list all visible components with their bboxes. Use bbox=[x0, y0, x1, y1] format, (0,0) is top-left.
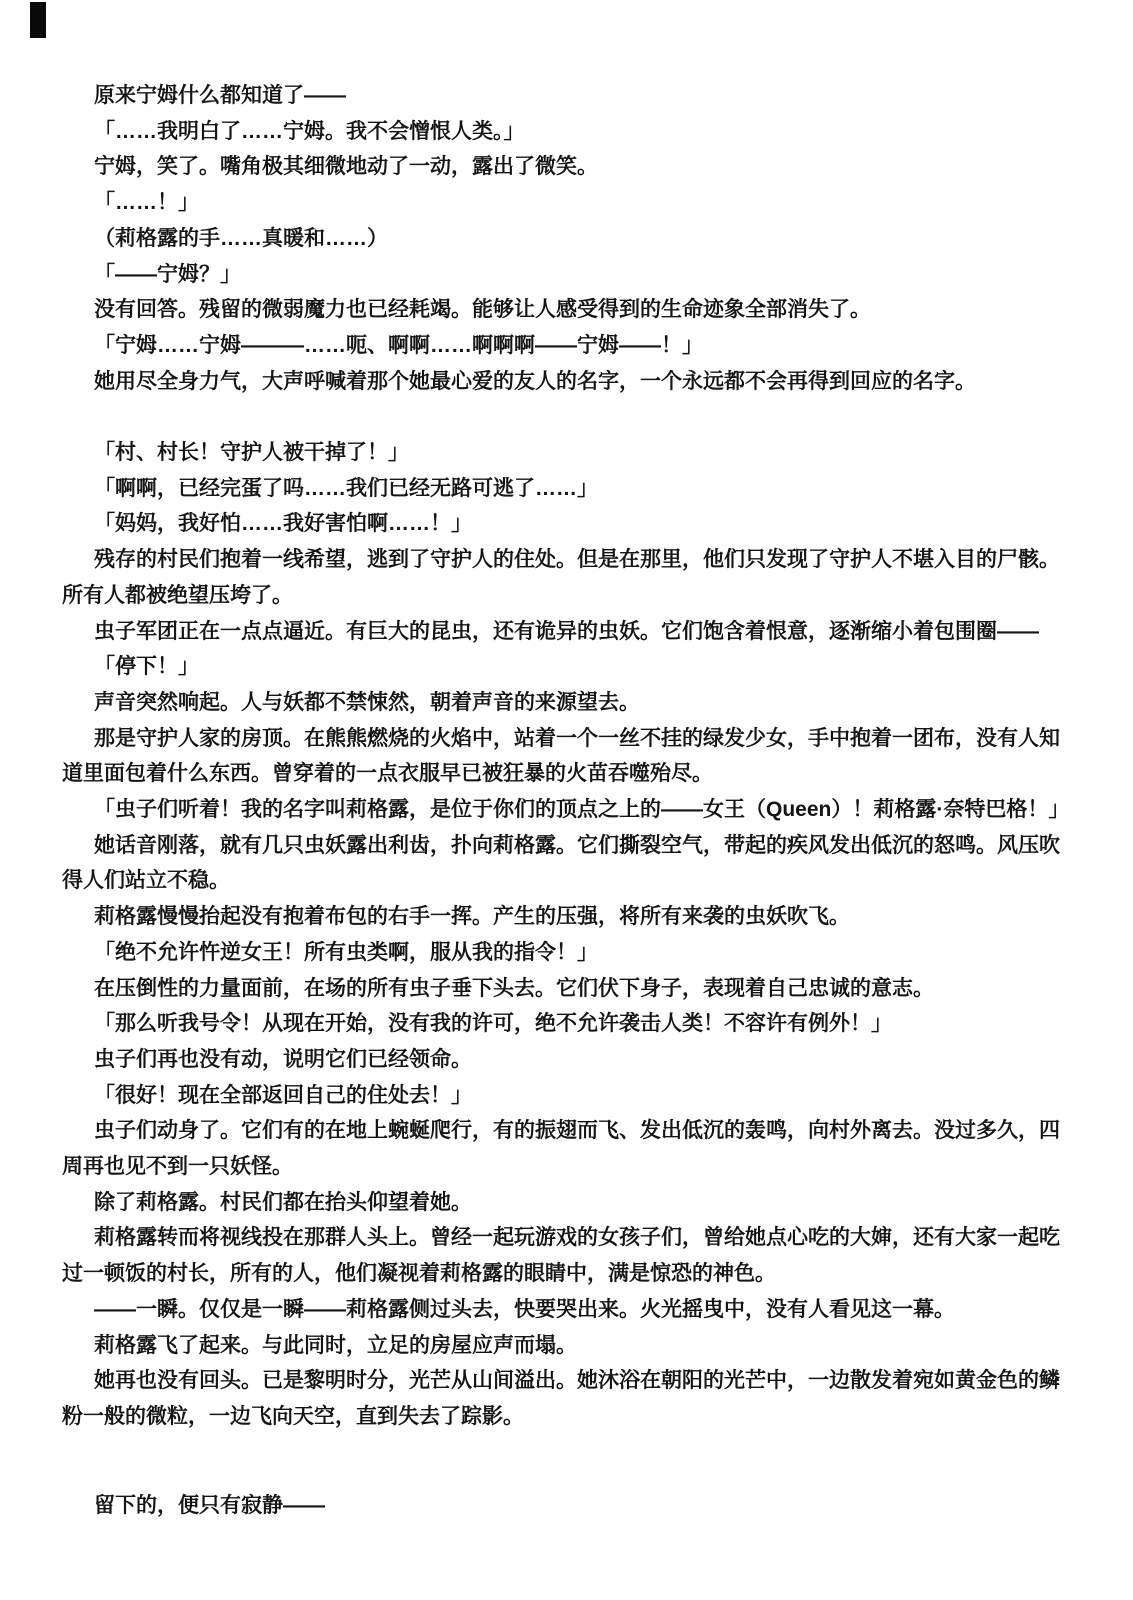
paragraph-narration: 莉格露慢慢抬起没有抱着布包的右手一挥。产生的压强，将所有来袭的虫妖吹飞。 bbox=[94, 905, 850, 929]
paragraph-narration: 那是守护人家的房顶。在熊熊燃烧的火焰中，站着一个一丝不挂的绿发少女，手中抱着一团布，没有人知道里面包着什么东西。曾穿着的一点衣服早已被狂暴的火苗吞噬殆尽。 bbox=[62, 726, 1060, 786]
paragraph-narration: 在压倒性的力量面前，在场的所有虫子垂下头去。它们伏下身子，表现着自己忠诚的意志。 bbox=[94, 976, 934, 1000]
paragraph-dialogue: 「虫子们听着！我的名字叫莉格露，是位于你们的顶点之上的——女王（Queen）！莉格露·奈特巴格！」 bbox=[94, 798, 1070, 822]
paragraph-dialogue: 「绝不允许忤逆女王！所有虫类啊，服从我的指令！」 bbox=[94, 940, 598, 964]
paragraph-dialogue: 「停下！」 bbox=[94, 655, 199, 679]
scene-break bbox=[62, 1435, 1074, 1488]
paragraph-narration: 莉格露飞了起来。与此同时，立足的房屋应声而塌。 bbox=[94, 1333, 577, 1357]
paragraph-narration: 原来宁姆什么都知道了—— bbox=[94, 84, 346, 107]
paragraph-dialogue: 「很好！现在全部返回自己的住处去！」 bbox=[94, 1083, 472, 1107]
paragraph-dialogue: 「那么听我号令！从现在开始，没有我的许可，绝不允许袭击人类！不容许有例外！」 bbox=[94, 1012, 892, 1036]
paragraph-narration: 她用尽全身力气，大声呼喊着那个她最心爱的友人的名字，一个永远都不会再得到回应的名字。 bbox=[94, 369, 976, 393]
paragraph-thought: （莉格露的手……真暖和……） bbox=[94, 226, 388, 250]
paragraph-narration: 没有回答。残留的微弱魔力也已经耗竭。能够让人感受得到的生命迹象全部消失了。 bbox=[94, 298, 871, 322]
paragraph-narration: 莉格露转而将视线投在那群人头上。曾经一起玩游戏的女孩子们，曾给她点心吃的大婶，还有大家一起吃过一顿饭的村长，所有的人，他们凝视着莉格露的眼睛中，满是惊恐的神色。 bbox=[62, 1226, 1060, 1286]
paragraph-narration: 宁姆，笑了。嘴角极其细微地动了一动，露出了微笑。 bbox=[94, 155, 598, 179]
paragraph-narration: 声音突然响起。人与妖都不禁悚然，朝着声音的来源望去。 bbox=[94, 690, 640, 714]
paragraph-dialogue: 「宁姆……宁姆———……呃、啊啊……啊啊啊——宁姆——！」 bbox=[94, 333, 703, 357]
paragraph-dialogue: 「妈妈，我好怕……我好害怕啊……！」 bbox=[94, 512, 472, 536]
paragraph-dialogue: 「——宁姆？」 bbox=[94, 262, 241, 286]
paragraph-closing: 留下的，便只有寂静—— bbox=[94, 1493, 325, 1517]
paragraph-narration: 除了莉格露。村民们都在抬头仰望着她。 bbox=[94, 1190, 472, 1214]
scene-break bbox=[62, 399, 1074, 435]
paragraph-dialogue: 「村、村长！守护人被干掉了！」 bbox=[94, 441, 409, 465]
paragraph-narration: 她话音刚落，就有几只虫妖露出利齿，扑向莉格露。它们撕裂空气，带起的疾风发出低沉的怒鸣。风压吹得人们站立不稳。 bbox=[62, 833, 1060, 893]
page-text bbox=[62, 78, 1074, 1523]
paragraph-narration: 残存的村民们抱着一线希望，逃到了守护人的住处。但是在那里，他们只发现了守护人不堪入目的尸骸。所有人都被绝望压垮了。 bbox=[62, 548, 1060, 607]
paragraph-dialogue: 「……我明白了……宁姆。我不会憎恨人类。」 bbox=[94, 119, 525, 143]
paragraph-dialogue: 「……！」 bbox=[94, 191, 199, 215]
scan-artifact-mark bbox=[30, 2, 46, 38]
paragraph-narration: 虫子们动身了。它们有的在地上蜿蜒爬行，有的振翅而飞、发出低沉的轰鸣，向村外离去。没过多久，四周再也见不到一只妖怪。 bbox=[62, 1119, 1060, 1179]
paragraph-dialogue: 「啊啊，已经完蛋了吗……我们已经无路可逃了……」 bbox=[94, 476, 598, 500]
paragraph-narration: 虫子们再也没有动，说明它们已经领命。 bbox=[94, 1047, 472, 1071]
paragraph-narration: 虫子军团正在一点点逼近。有巨大的昆虫，还有诡异的虫妖。它们饱含着恨意，逐渐缩小着包围圈—— bbox=[94, 619, 1039, 643]
paragraph-narration: ——一瞬。仅仅是一瞬——莉格露侧过头去，快要哭出来。火光摇曳中，没有人看见这一幕。 bbox=[94, 1297, 955, 1321]
paragraph-narration: 她再也没有回头。已是黎明时分，光芒从山间溢出。她沐浴在朝阳的光芒中，一边散发着宛如黄金色的鳞粉一般的微粒，一边飞向天空，直到失去了踪影。 bbox=[62, 1369, 1060, 1428]
